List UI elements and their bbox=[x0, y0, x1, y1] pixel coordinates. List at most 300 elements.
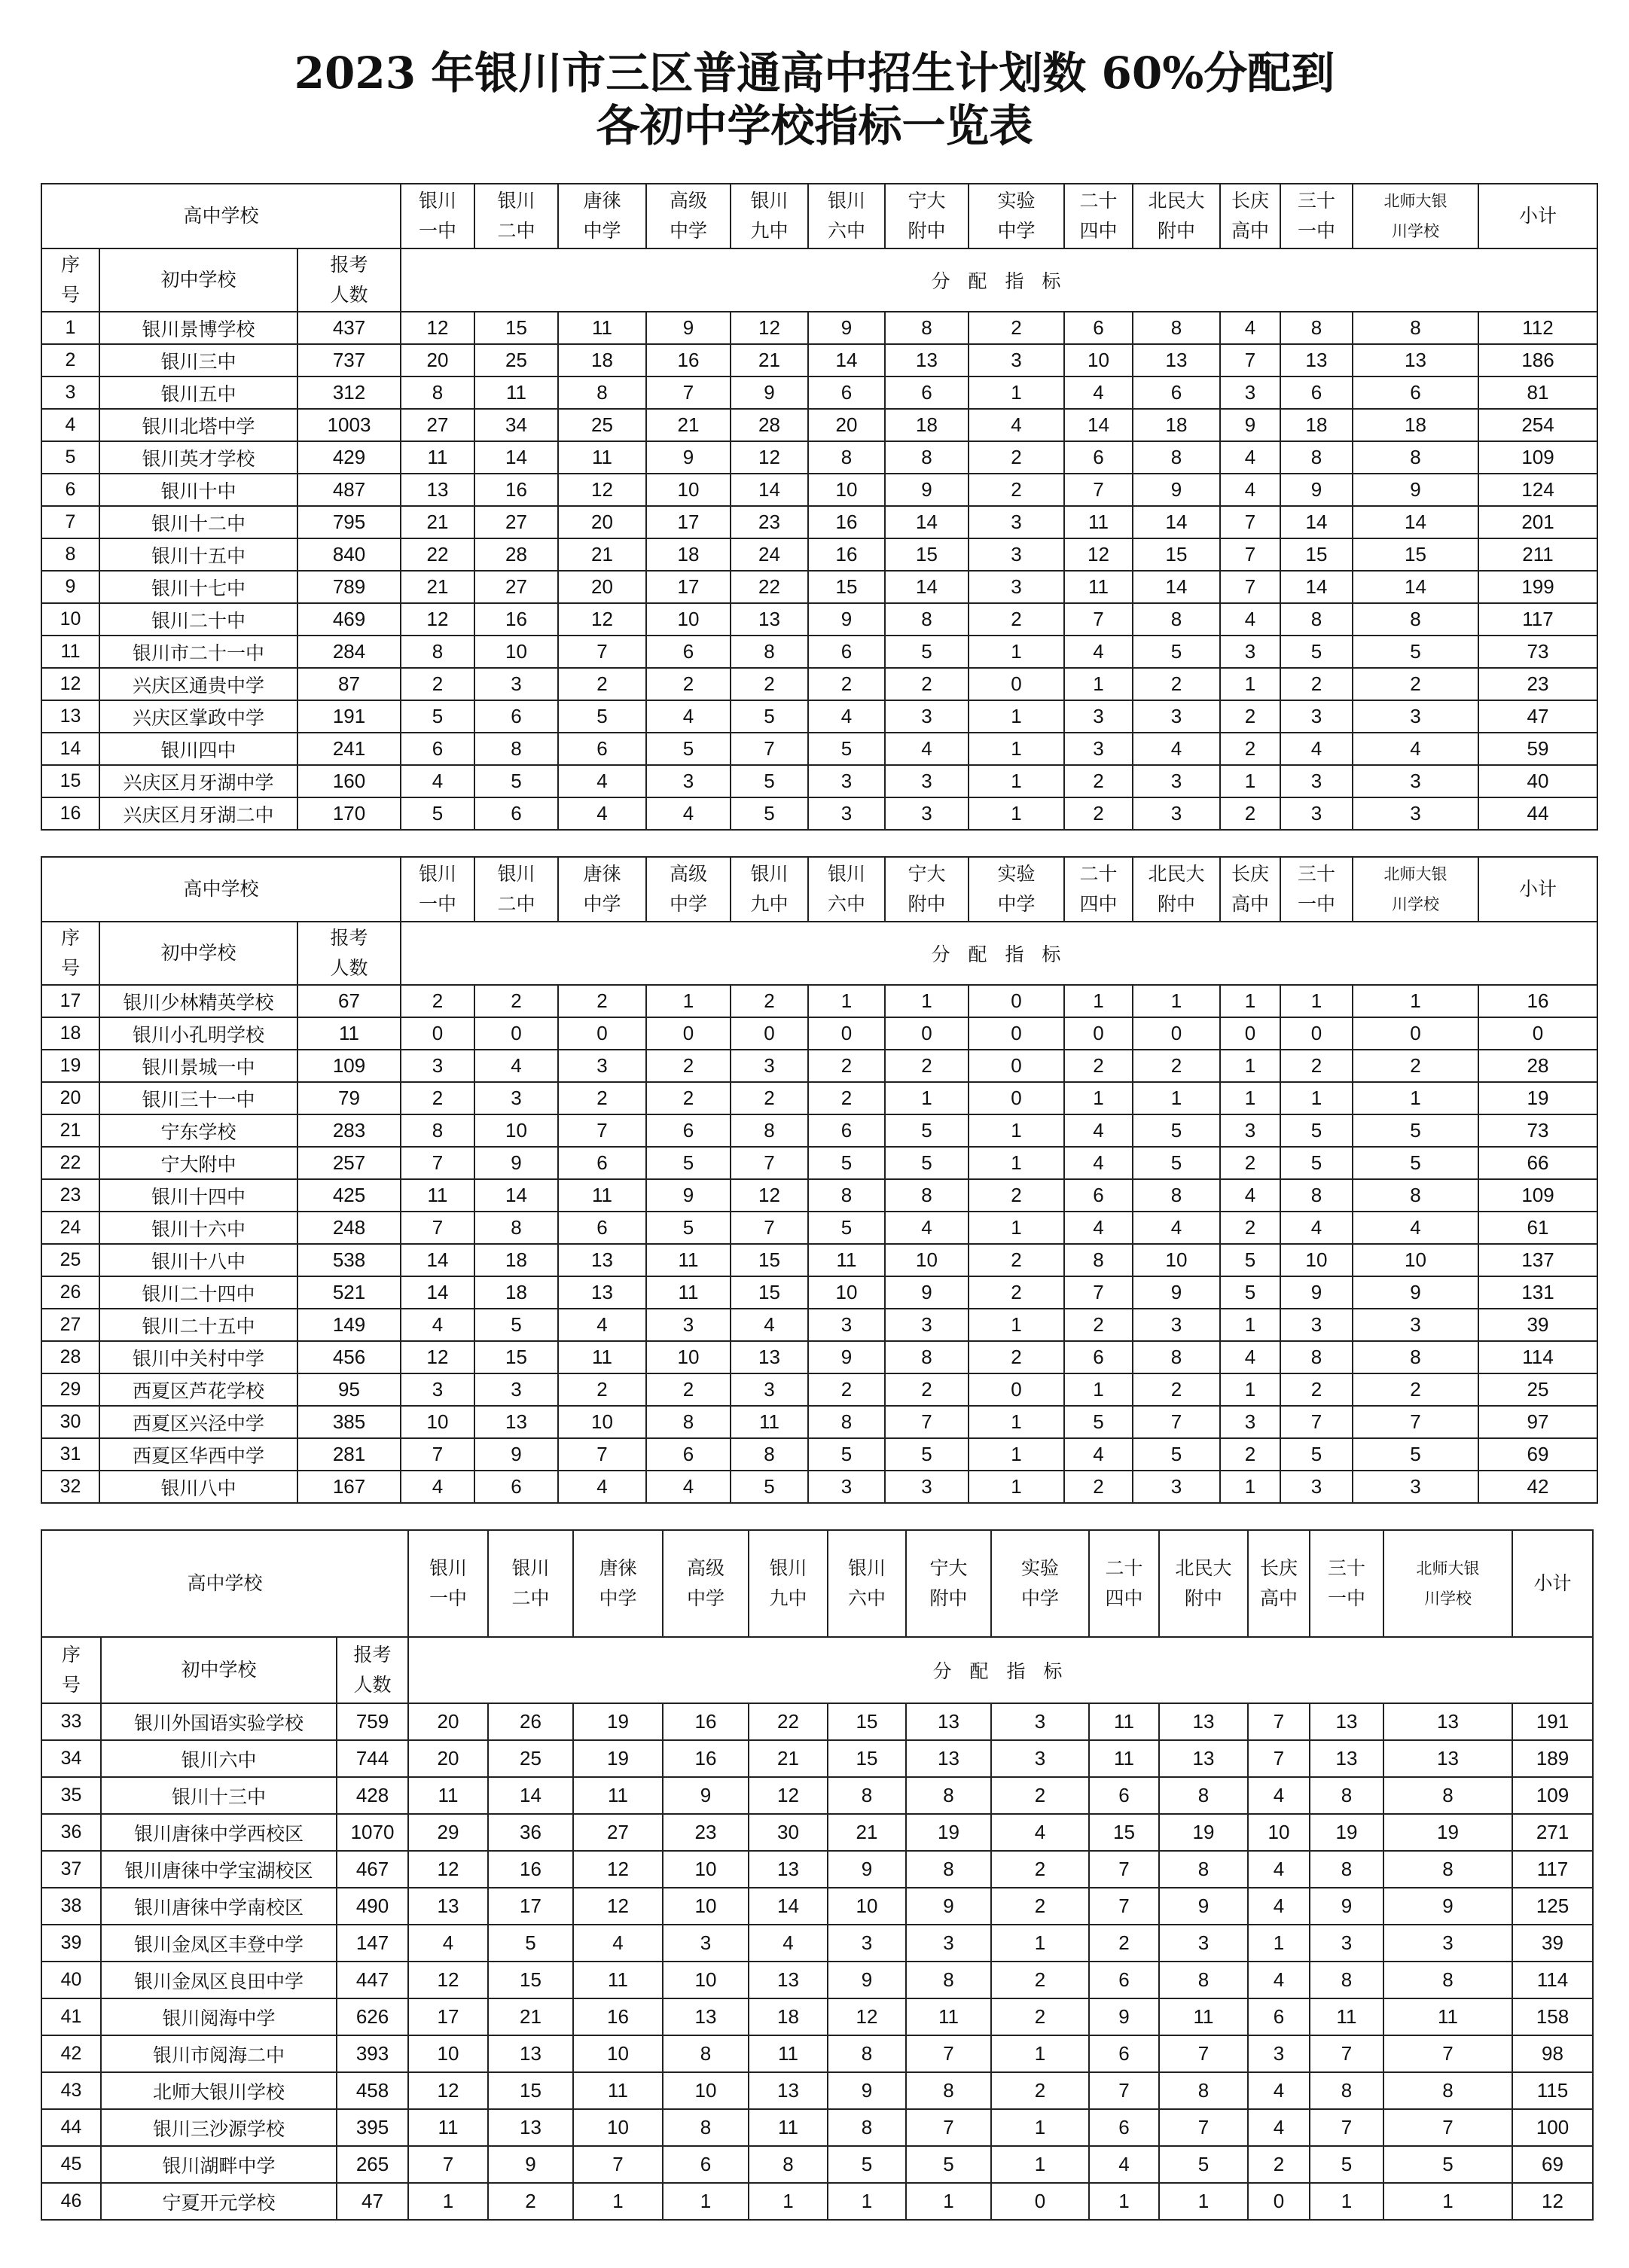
table-row bbox=[41, 441, 1597, 474]
title-line-2: 各初中学校指标一览表 bbox=[596, 100, 1033, 151]
high-school-header: 高中学校 bbox=[41, 857, 401, 922]
allocation-cell: 10 bbox=[474, 636, 558, 668]
allocation-cell: 2 bbox=[808, 1082, 885, 1114]
high-school-col-header: 三十 一中 bbox=[1310, 1530, 1383, 1637]
applicants-cell: 283 bbox=[297, 1114, 401, 1147]
allocation-cell: 2 bbox=[969, 1276, 1064, 1309]
allocation-cell: 3 bbox=[1220, 1406, 1280, 1438]
allocation-cell: 7 bbox=[1089, 1888, 1159, 1925]
subtotal-cell: 109 bbox=[1478, 441, 1597, 474]
allocation-cell: 4 bbox=[646, 700, 731, 733]
allocation-cell: 15 bbox=[474, 312, 558, 344]
allocation-cell: 1 bbox=[969, 700, 1064, 733]
allocation-cell: 4 bbox=[731, 1309, 808, 1341]
allocation-cell: 6 bbox=[1089, 2035, 1159, 2072]
table-row bbox=[41, 1147, 1597, 1179]
allocation-cell: 13 bbox=[558, 1244, 646, 1276]
allocation-cell: 5 bbox=[1353, 1438, 1478, 1471]
allocation-cell: 20 bbox=[408, 1703, 488, 1740]
allocation-cell: 9 bbox=[731, 376, 808, 409]
allocation-cell: 4 bbox=[1248, 1851, 1310, 1888]
allocation-cell: 8 bbox=[885, 603, 969, 636]
allocation-cell: 5 bbox=[1353, 636, 1478, 668]
allocation-cell: 4 bbox=[558, 1309, 646, 1341]
allocation-cell: 0 bbox=[646, 1017, 731, 1050]
allocation-cell: 9 bbox=[808, 312, 885, 344]
middle-school-cell: 银川十中 bbox=[99, 474, 297, 506]
allocation-cell: 2 bbox=[558, 985, 646, 1017]
seq-cell: 3 bbox=[41, 376, 99, 409]
high-school-col-header: 实验 中学 bbox=[969, 857, 1064, 922]
allocation-cell: 10 bbox=[808, 1276, 885, 1309]
allocation-cell: 4 bbox=[1353, 733, 1478, 765]
allocation-cell: 9 bbox=[1353, 474, 1478, 506]
subtotal-cell: 61 bbox=[1478, 1212, 1597, 1244]
allocation-cell: 10 bbox=[663, 2072, 749, 2109]
high-school-col-header: 唐徕 中学 bbox=[573, 1530, 663, 1637]
allocation-cell: 11 bbox=[558, 441, 646, 474]
allocation-cell: 3 bbox=[885, 1309, 969, 1341]
allocation-cell: 0 bbox=[558, 1017, 646, 1050]
allocation-cell: 9 bbox=[1383, 1888, 1512, 1925]
allocation-cell: 6 bbox=[663, 2146, 749, 2183]
allocation-cell: 2 bbox=[885, 1050, 969, 1082]
allocation-cell: 2 bbox=[1064, 1050, 1133, 1082]
allocation-cell: 9 bbox=[1159, 1888, 1248, 1925]
allocation-cell: 1 bbox=[885, 1082, 969, 1114]
allocation-cell: 2 bbox=[1220, 1438, 1280, 1471]
allocation-cell: 15 bbox=[885, 538, 969, 571]
applicants-cell: 789 bbox=[297, 571, 401, 603]
allocation-cell: 2 bbox=[401, 668, 474, 700]
middle-school-cell: 兴庆区月牙湖二中 bbox=[99, 797, 297, 830]
subtotal-cell: 59 bbox=[1478, 733, 1597, 765]
high-school-col-header: 二十 四中 bbox=[1089, 1530, 1159, 1637]
allocation-cell: 1 bbox=[749, 2183, 828, 2220]
middle-school-cell: 银川二十中 bbox=[99, 603, 297, 636]
allocation-cell: 7 bbox=[1220, 506, 1280, 538]
table-row bbox=[41, 571, 1597, 603]
allocation-cell: 10 bbox=[885, 1244, 969, 1276]
allocation-cell: 9 bbox=[906, 1888, 991, 1925]
allocation-cell: 11 bbox=[646, 1244, 731, 1276]
allocation-cell: 2 bbox=[991, 1888, 1089, 1925]
table-row bbox=[41, 376, 1597, 409]
allocation-cell: 18 bbox=[749, 1998, 828, 2035]
seq-cell: 30 bbox=[41, 1406, 99, 1438]
high-school-col-header: 北师大银 川学校 bbox=[1353, 857, 1478, 922]
allocation-cell: 2 bbox=[1220, 700, 1280, 733]
allocation-cell: 2 bbox=[991, 1777, 1089, 1814]
allocation-cell: 14 bbox=[474, 441, 558, 474]
allocation-cell: 19 bbox=[1159, 1814, 1248, 1851]
allocation-cell: 11 bbox=[646, 1276, 731, 1309]
allocation-cell: 3 bbox=[1383, 1925, 1512, 1962]
allocation-cell: 5 bbox=[808, 733, 885, 765]
allocation-cell: 2 bbox=[1353, 668, 1478, 700]
high-school-col-header: 银川 六中 bbox=[808, 857, 885, 922]
allocation-cell: 11 bbox=[558, 1179, 646, 1212]
subtotal-cell: 39 bbox=[1512, 1925, 1593, 1962]
allocation-cell: 8 bbox=[401, 1114, 474, 1147]
allocation-cell: 27 bbox=[474, 571, 558, 603]
allocation-cell: 6 bbox=[1064, 441, 1133, 474]
allocation-cell: 6 bbox=[1280, 376, 1353, 409]
allocation-cell: 8 bbox=[1064, 1244, 1133, 1276]
allocation-cell: 9 bbox=[474, 1147, 558, 1179]
allocation-cell: 3 bbox=[1280, 765, 1353, 797]
allocation-cell: 4 bbox=[749, 1925, 828, 1962]
table-row bbox=[41, 1276, 1597, 1309]
table-row bbox=[41, 797, 1597, 830]
seq-cell: 5 bbox=[41, 441, 99, 474]
allocation-cell: 1 bbox=[1220, 1309, 1280, 1341]
allocation-cell: 2 bbox=[558, 1082, 646, 1114]
subtotal-header: 小计 bbox=[1512, 1530, 1593, 1637]
allocation-cell: 13 bbox=[558, 1276, 646, 1309]
applicants-cell: 428 bbox=[337, 1777, 408, 1814]
allocation-cell: 11 bbox=[573, 2072, 663, 2109]
allocation-cell: 8 bbox=[1383, 2072, 1512, 2109]
middle-school-cell: 银川北塔中学 bbox=[99, 409, 297, 441]
middle-school-cell: 兴庆区月牙湖中学 bbox=[99, 765, 297, 797]
allocation-cell: 15 bbox=[731, 1276, 808, 1309]
allocation-cell: 4 bbox=[1064, 1212, 1133, 1244]
allocation-cell: 13 bbox=[1159, 1740, 1248, 1777]
allocation-cell: 12 bbox=[408, 2072, 488, 2109]
subtotal-cell: 40 bbox=[1478, 765, 1597, 797]
allocation-cell: 2 bbox=[1064, 765, 1133, 797]
allocation-cell: 1 bbox=[1383, 2183, 1512, 2220]
allocation-cell: 14 bbox=[1280, 571, 1353, 603]
allocation-cell: 1 bbox=[991, 2109, 1089, 2146]
allocation-cell: 3 bbox=[1280, 797, 1353, 830]
allocation-cell: 0 bbox=[1353, 1017, 1478, 1050]
allocation-cell: 4 bbox=[558, 797, 646, 830]
allocation-cell: 13 bbox=[401, 474, 474, 506]
allocation-cell: 13 bbox=[1310, 1703, 1383, 1740]
allocation-cell: 2 bbox=[646, 1050, 731, 1082]
allocation-cell: 14 bbox=[1353, 506, 1478, 538]
high-school-header: 高中学校 bbox=[41, 184, 401, 248]
applicants-cell: 1003 bbox=[297, 409, 401, 441]
allocation-cell: 13 bbox=[663, 1998, 749, 2035]
allocation-cell: 8 bbox=[1353, 603, 1478, 636]
allocation-cell: 10 bbox=[401, 1406, 474, 1438]
allocation-cell: 28 bbox=[731, 409, 808, 441]
table-row bbox=[41, 1114, 1597, 1147]
allocation-cell: 2 bbox=[1280, 668, 1353, 700]
middle-school-cell: 西夏区兴泾中学 bbox=[99, 1406, 297, 1438]
allocation-cell: 4 bbox=[1248, 1888, 1310, 1925]
allocation-cell: 5 bbox=[1383, 2146, 1512, 2183]
allocation-cell: 1 bbox=[1064, 1082, 1133, 1114]
allocation-cell: 8 bbox=[828, 2109, 906, 2146]
applicants-cell: 626 bbox=[337, 1998, 408, 2035]
allocation-cell: 8 bbox=[1280, 603, 1353, 636]
subtotal-cell: 69 bbox=[1478, 1438, 1597, 1471]
allocation-cell: 6 bbox=[808, 636, 885, 668]
allocation-cell: 9 bbox=[828, 1962, 906, 1998]
allocation-cell: 4 bbox=[1064, 1114, 1133, 1147]
allocation-cell: 11 bbox=[558, 312, 646, 344]
allocation-cell: 4 bbox=[1220, 603, 1280, 636]
subtotal-cell: 98 bbox=[1512, 2035, 1593, 2072]
allocation-cell: 0 bbox=[969, 1373, 1064, 1406]
seq-cell: 41 bbox=[41, 1998, 101, 2035]
allocation-cell: 16 bbox=[808, 538, 885, 571]
applicants-cell: 458 bbox=[337, 2072, 408, 2109]
table-row bbox=[41, 506, 1597, 538]
allocation-cell: 0 bbox=[1280, 1017, 1353, 1050]
allocation-cell: 4 bbox=[1248, 1962, 1310, 1998]
middle-school-cell: 银川三沙源学校 bbox=[101, 2109, 337, 2146]
allocation-cell: 8 bbox=[646, 1406, 731, 1438]
allocation-cell: 11 bbox=[749, 2109, 828, 2146]
allocation-cell: 11 bbox=[906, 1998, 991, 2035]
allocation-cell: 2 bbox=[1280, 1373, 1353, 1406]
table-row bbox=[41, 1703, 1593, 1740]
allocation-cell: 7 bbox=[401, 1438, 474, 1471]
subtotal-cell: 81 bbox=[1478, 376, 1597, 409]
allocation-cell: 1 bbox=[1220, 1471, 1280, 1503]
allocation-cell: 2 bbox=[646, 668, 731, 700]
allocation-cell: 5 bbox=[1280, 1114, 1353, 1147]
allocation-cell: 7 bbox=[1310, 2035, 1383, 2072]
allocation-cell: 3 bbox=[885, 765, 969, 797]
applicants-cell: 469 bbox=[297, 603, 401, 636]
allocation-cell: 11 bbox=[401, 441, 474, 474]
subtotal-cell: 137 bbox=[1478, 1244, 1597, 1276]
allocation-cell: 2 bbox=[1280, 1050, 1353, 1082]
seq-cell: 4 bbox=[41, 409, 99, 441]
allocation-cell: 27 bbox=[401, 409, 474, 441]
allocation-table-3 bbox=[41, 1529, 1594, 2221]
allocation-cell: 10 bbox=[1064, 344, 1133, 376]
allocation-cell: 4 bbox=[1220, 441, 1280, 474]
allocation-cell: 5 bbox=[1133, 1438, 1220, 1471]
applicants-cell: 429 bbox=[297, 441, 401, 474]
seq-cell: 20 bbox=[41, 1082, 99, 1114]
seq-cell: 35 bbox=[41, 1777, 101, 1814]
table-row bbox=[41, 1925, 1593, 1962]
allocation-cell: 7 bbox=[1248, 1740, 1310, 1777]
high-school-col-header: 唐徕 中学 bbox=[558, 857, 646, 922]
allocation-cell: 16 bbox=[573, 1998, 663, 2035]
allocation-cell: 3 bbox=[1133, 700, 1220, 733]
allocation-cell: 3 bbox=[401, 1050, 474, 1082]
allocation-cell: 0 bbox=[1248, 2183, 1310, 2220]
allocation-cell: 12 bbox=[408, 1851, 488, 1888]
allocation-cell: 11 bbox=[1089, 1740, 1159, 1777]
allocation-cell: 3 bbox=[1220, 636, 1280, 668]
allocation-cell: 11 bbox=[731, 1406, 808, 1438]
allocation-cell: 14 bbox=[731, 474, 808, 506]
high-school-col-header: 北民大 附中 bbox=[1159, 1530, 1248, 1637]
allocation-cell: 9 bbox=[646, 1179, 731, 1212]
allocation-cell: 5 bbox=[1310, 2146, 1383, 2183]
table-row bbox=[41, 1471, 1597, 1503]
subtotal-cell: 191 bbox=[1512, 1703, 1593, 1740]
allocation-cell: 1 bbox=[885, 985, 969, 1017]
middle-school-cell: 兴庆区掌政中学 bbox=[99, 700, 297, 733]
seq-cell: 36 bbox=[41, 1814, 101, 1851]
seq-cell: 32 bbox=[41, 1471, 99, 1503]
allocation-cell: 8 bbox=[401, 636, 474, 668]
allocation-cell: 4 bbox=[401, 765, 474, 797]
allocation-cell: 25 bbox=[558, 409, 646, 441]
subtotal-cell: 114 bbox=[1512, 1962, 1593, 1998]
allocation-cell: 6 bbox=[885, 376, 969, 409]
allocation-cell: 10 bbox=[558, 1406, 646, 1438]
allocation-cell: 1 bbox=[1064, 668, 1133, 700]
allocation-cell: 4 bbox=[1064, 1147, 1133, 1179]
allocation-cell: 12 bbox=[828, 1998, 906, 2035]
allocation-cell: 8 bbox=[1353, 1341, 1478, 1373]
allocation-cell: 9 bbox=[1133, 1276, 1220, 1309]
applicants-cell: 744 bbox=[337, 1740, 408, 1777]
allocation-cell: 3 bbox=[1064, 700, 1133, 733]
allocation-cell: 8 bbox=[906, 2072, 991, 2109]
subtotal-cell: 125 bbox=[1512, 1888, 1593, 1925]
table-row bbox=[41, 1740, 1593, 1777]
allocation-cell: 6 bbox=[474, 700, 558, 733]
allocation-cell: 8 bbox=[1133, 1179, 1220, 1212]
allocation-cell: 5 bbox=[1133, 1147, 1220, 1179]
allocation-cell: 9 bbox=[828, 1851, 906, 1888]
allocation-cell: 5 bbox=[731, 1471, 808, 1503]
title-line-1: 2023 年银川市三区普通高中招生计划数 60%分配到 bbox=[294, 47, 1335, 99]
allocation-cell: 15 bbox=[1089, 1814, 1159, 1851]
allocation-cell: 4 bbox=[1220, 1341, 1280, 1373]
allocation-cell: 36 bbox=[488, 1814, 573, 1851]
allocation-cell: 8 bbox=[885, 312, 969, 344]
allocation-cell: 20 bbox=[558, 506, 646, 538]
allocation-cell: 2 bbox=[558, 1373, 646, 1406]
allocation-cell: 3 bbox=[991, 1740, 1089, 1777]
allocation-cell: 14 bbox=[488, 1777, 573, 1814]
seq-cell: 19 bbox=[41, 1050, 99, 1082]
allocation-cell: 1 bbox=[1220, 1373, 1280, 1406]
allocation-cell: 16 bbox=[474, 603, 558, 636]
allocation-cell: 2 bbox=[488, 2183, 573, 2220]
allocation-table-1 bbox=[41, 183, 1598, 831]
allocation-cell: 7 bbox=[731, 733, 808, 765]
table-row bbox=[41, 1777, 1593, 1814]
allocation-cell: 11 bbox=[749, 2035, 828, 2072]
table-row bbox=[41, 700, 1597, 733]
allocation-cell: 1 bbox=[663, 2183, 749, 2220]
allocation-cell: 9 bbox=[488, 2146, 573, 2183]
allocation-cell: 0 bbox=[969, 1050, 1064, 1082]
allocation-cell: 3 bbox=[1280, 700, 1353, 733]
allocation-cell: 6 bbox=[1064, 312, 1133, 344]
allocation-cell: 2 bbox=[969, 603, 1064, 636]
allocation-cell: 0 bbox=[1220, 1017, 1280, 1050]
allocation-cell: 4 bbox=[1064, 376, 1133, 409]
allocation-cell: 9 bbox=[885, 474, 969, 506]
allocation-cell: 3 bbox=[1280, 1309, 1353, 1341]
allocation-cell: 27 bbox=[474, 506, 558, 538]
seq-cell: 10 bbox=[41, 603, 99, 636]
allocation-cell: 21 bbox=[558, 538, 646, 571]
high-school-col-header: 长庆 高中 bbox=[1220, 857, 1280, 922]
allocation-cell: 4 bbox=[1064, 1438, 1133, 1471]
allocation-cell: 8 bbox=[1383, 1777, 1512, 1814]
middle-school-cell: 银川十六中 bbox=[99, 1212, 297, 1244]
allocation-cell: 19 bbox=[1383, 1814, 1512, 1851]
allocation-cell: 5 bbox=[885, 1147, 969, 1179]
seq-cell: 15 bbox=[41, 765, 99, 797]
allocation-cell: 1 bbox=[1353, 1082, 1478, 1114]
seq-cell: 31 bbox=[41, 1438, 99, 1471]
table-row bbox=[41, 538, 1597, 571]
high-school-col-header: 长庆 高中 bbox=[1248, 1530, 1310, 1637]
table-row bbox=[41, 668, 1597, 700]
allocation-cell: 17 bbox=[646, 506, 731, 538]
allocation-cell: 3 bbox=[969, 538, 1064, 571]
allocation-cell: 1 bbox=[1064, 985, 1133, 1017]
middle-school-cell: 银川十七中 bbox=[99, 571, 297, 603]
applicants-header: 报考 人数 bbox=[337, 1637, 408, 1703]
allocation-cell: 7 bbox=[558, 1114, 646, 1147]
allocation-cell: 3 bbox=[1248, 2035, 1310, 2072]
allocation-cell: 15 bbox=[1133, 538, 1220, 571]
allocation-cell: 10 bbox=[573, 2035, 663, 2072]
allocation-cell: 8 bbox=[885, 1179, 969, 1212]
applicants-cell: 456 bbox=[297, 1341, 401, 1373]
allocation-cell: 10 bbox=[646, 474, 731, 506]
seq-cell: 17 bbox=[41, 985, 99, 1017]
allocation-cell: 20 bbox=[808, 409, 885, 441]
allocation-cell: 5 bbox=[1280, 1438, 1353, 1471]
allocation-cell: 5 bbox=[1159, 2146, 1248, 2183]
allocation-cell: 6 bbox=[474, 797, 558, 830]
allocation-cell: 3 bbox=[969, 571, 1064, 603]
allocation-cell: 14 bbox=[808, 344, 885, 376]
allocation-cell: 13 bbox=[488, 2109, 573, 2146]
allocation-cell: 1 bbox=[1133, 985, 1220, 1017]
allocation-cell: 1 bbox=[1220, 668, 1280, 700]
allocation-cell: 1 bbox=[969, 1147, 1064, 1179]
middle-school-cell: 银川唐徕中学西校区 bbox=[101, 1814, 337, 1851]
seq-cell: 29 bbox=[41, 1373, 99, 1406]
middle-school-cell: 银川二十五中 bbox=[99, 1309, 297, 1341]
allocation-cell: 8 bbox=[1280, 1341, 1353, 1373]
high-school-col-header: 实验 中学 bbox=[969, 184, 1064, 248]
high-school-col-header: 高级 中学 bbox=[646, 857, 731, 922]
allocation-cell: 16 bbox=[663, 1703, 749, 1740]
allocation-cell: 2 bbox=[731, 1082, 808, 1114]
allocation-cell: 5 bbox=[731, 700, 808, 733]
allocation-cell: 2 bbox=[969, 474, 1064, 506]
allocation-cell: 6 bbox=[646, 1114, 731, 1147]
allocation-cell: 6 bbox=[808, 1114, 885, 1147]
allocation-cell: 12 bbox=[749, 1777, 828, 1814]
middle-school-cell: 银川十五中 bbox=[99, 538, 297, 571]
allocation-cell: 11 bbox=[474, 376, 558, 409]
allocation-cell: 0 bbox=[474, 1017, 558, 1050]
allocation-cell: 7 bbox=[1383, 2035, 1512, 2072]
subtotal-cell: 115 bbox=[1512, 2072, 1593, 2109]
middle-school-cell: 银川小孔明学校 bbox=[99, 1017, 297, 1050]
applicants-cell: 437 bbox=[297, 312, 401, 344]
middle-school-cell: 宁大附中 bbox=[99, 1147, 297, 1179]
subtotal-cell: 47 bbox=[1478, 700, 1597, 733]
middle-school-cell: 银川金凤区丰登中学 bbox=[101, 1925, 337, 1962]
allocation-cell: 5 bbox=[646, 733, 731, 765]
high-school-col-header: 高级 中学 bbox=[663, 1530, 749, 1637]
